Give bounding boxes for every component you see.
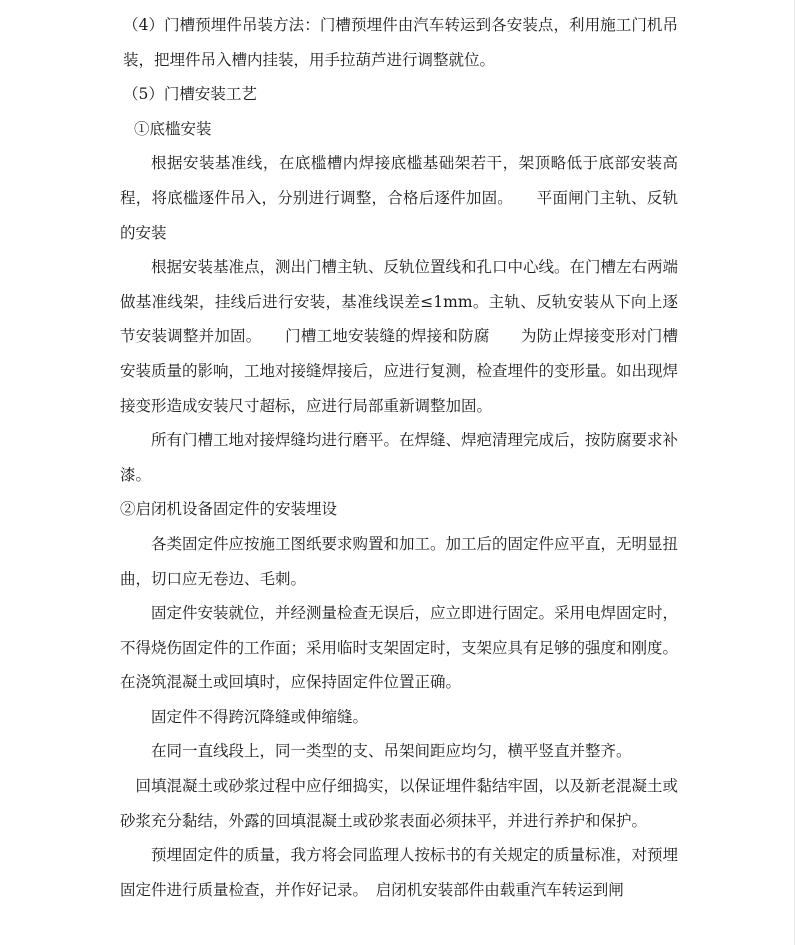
paragraph-fixture-fabrication: 各类固定件应按施工图纸要求购置和加工。加工后的固定件应平直，无明显扭曲，切口应无卷边、毛刺。 [120,534,679,588]
paragraph-embed-lifting-method: （4）门槽预埋件吊装方法：门槽预埋件由汽车转运到各安装点，利用施工门机吊装，把埋件吊入槽内挂装，用手拉葫芦进行调整就位。 [123,16,678,69]
paragraph-quality-inspection: 预埋固定件的质量，我方将会同监理人按标书的有关规定的质量标准，对预埋固定件进行质量检查，并作好记录。 启闭机安装部件由载重汽车转运到闸 [120,846,679,899]
heading-slot-installation-process: （5）门槽安装工艺 [123,85,257,104]
heading-hoist-fixture-embedding: ②启闭机设备固定件的安装埋设 [120,500,338,519]
paragraph-rail-installation: 根据安装基准点，测出门槽主轨、反轨位置线和孔口中心线。在门槽左右两端做基准线架，挂线后进行安装，基准线误差≤1mm。主轨、反轨安装从下向上逐节安装调整并加固。 门槽工地安装缝的焊接和防腐 为防止焊接变形对门槽安装质量的影响，工地对接缝焊接后，应进行复测，检查埋件的变形量。如出现焊接变形造成安装尺寸超标，应进行局部重新调整加固。 [120,258,679,415]
paragraph-fixture-positioning: 固定件安装就位，并经测量检查无误后，应立即进行固定。采用电焊固定时，不得烧伤固定件的工作面；采用临时支架固定时，支架应具有足够的强度和刚度。在浇筑混凝土或回填时，应保持固定件位置正确。 [120,604,679,692]
paragraph-support-spacing: 在同一直线段上，同一类型的支、吊架间距应均匀，横平竖直并整齐。 [151,742,632,761]
document-body [120,8,678,907]
heading-sill-installation: ①底槛安装 [134,119,212,138]
paragraph-settlement-joint: 固定件不得跨沉降缝或伸缩缝。 [151,707,369,726]
paragraph-weld-grinding: 所有门槽工地对接焊缝均进行磨平。在焊缝、焊疤清理完成后，按防腐要求补漆。 [120,431,679,484]
paragraph-backfill-concrete: 回填混凝土或砂浆过程中应仔细捣实，以保证埋件黏结牢固，以及新老混凝土或砂浆充分黏结，外露的回填混凝土或砂浆表面必须抹平，并进行养护和保护。 [120,777,679,830]
paragraph-sill-installation: 根据安装基准线，在底槛槽内焊接底槛基础架若干，架顶略低于底部安装高程，将底槛逐件吊入，分别进行调整，合格后逐件加固。 平面闸门主轨、反轨的安装 [120,154,678,242]
